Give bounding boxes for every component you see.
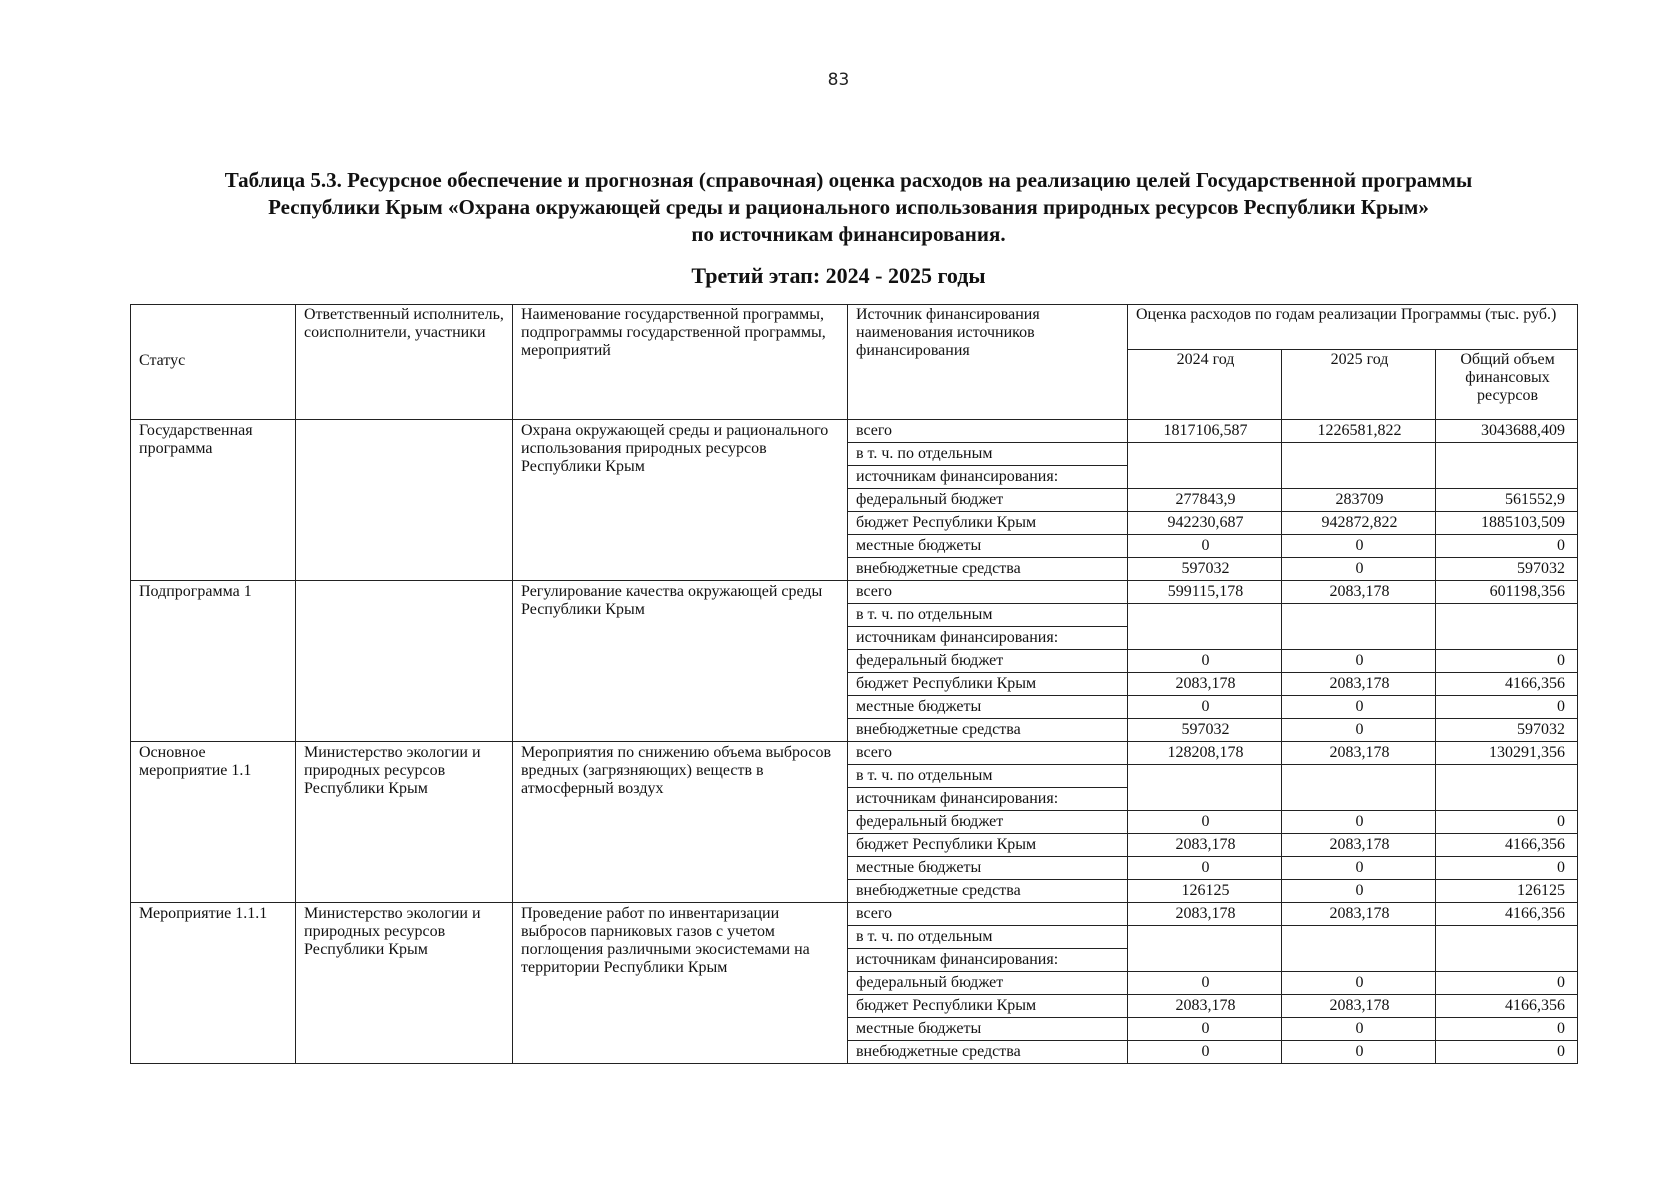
source-cell: местные бюджеты bbox=[848, 696, 1128, 719]
name-cell: Мероприятия по снижению объема выбросов вредных (загрязняющих) веществ в атмосферный воздух bbox=[513, 742, 848, 903]
value-2025-cell: 2083,178 bbox=[1282, 995, 1436, 1018]
value-2024-cell: 597032 bbox=[1128, 558, 1282, 581]
value-total-cell: 561552,9 bbox=[1436, 489, 1578, 512]
value-2025-cell: 0 bbox=[1282, 650, 1436, 673]
value-total-cell: 130291,356 bbox=[1436, 742, 1578, 765]
header-executor: Ответственный исполнитель, соисполнители, участники bbox=[296, 305, 513, 420]
table-row bbox=[131, 420, 1578, 443]
table-title-line: по источникам финансирования. bbox=[691, 222, 1006, 246]
table-row bbox=[131, 581, 1578, 604]
table-title bbox=[100, 167, 1597, 248]
value-2024-cell: 2083,178 bbox=[1128, 903, 1282, 926]
name-cell: Регулирование качества окружающей среды Республики Крым bbox=[513, 581, 848, 742]
source-cell: федеральный бюджет bbox=[848, 650, 1128, 673]
source-cell: бюджет Республики Крым bbox=[848, 995, 1128, 1018]
source-cell: местные бюджеты bbox=[848, 1018, 1128, 1041]
source-cell: всего bbox=[848, 581, 1128, 604]
source-cell: федеральный бюджет bbox=[848, 489, 1128, 512]
resource-table bbox=[130, 304, 1578, 1064]
value-2024-cell: 599115,178 bbox=[1128, 581, 1282, 604]
value-total-cell: 4166,356 bbox=[1436, 673, 1578, 696]
value-2024-cell: 2083,178 bbox=[1128, 834, 1282, 857]
value-total-cell: 126125 bbox=[1436, 880, 1578, 903]
table-body bbox=[131, 420, 1578, 1064]
value-2025-cell: 942872,822 bbox=[1282, 512, 1436, 535]
value-total-cell: 597032 bbox=[1436, 558, 1578, 581]
source-cell: в т. ч. по отдельным bbox=[848, 926, 1128, 949]
empty-value-cell bbox=[1282, 765, 1436, 811]
value-total-cell: 4166,356 bbox=[1436, 995, 1578, 1018]
value-2025-cell: 2083,178 bbox=[1282, 673, 1436, 696]
source-cell: федеральный бюджет bbox=[848, 811, 1128, 834]
source-cell: бюджет Республики Крым bbox=[848, 673, 1128, 696]
value-2024-cell: 0 bbox=[1128, 696, 1282, 719]
empty-value-cell bbox=[1282, 604, 1436, 650]
empty-value-cell bbox=[1128, 443, 1282, 489]
value-2024-cell: 2083,178 bbox=[1128, 995, 1282, 1018]
value-2025-cell: 0 bbox=[1282, 972, 1436, 995]
status-cell: Государственная программа bbox=[131, 420, 296, 581]
value-2025-cell: 0 bbox=[1282, 1018, 1436, 1041]
source-cell: источникам финансирования: bbox=[848, 788, 1128, 811]
source-cell: в т. ч. по отдельным bbox=[848, 443, 1128, 466]
value-2025-cell: 0 bbox=[1282, 857, 1436, 880]
header-source: Источник финансирования наименования источников финансирования bbox=[848, 305, 1128, 420]
value-2025-cell: 0 bbox=[1282, 1041, 1436, 1064]
value-2025-cell: 0 bbox=[1282, 811, 1436, 834]
value-2025-cell: 1226581,822 bbox=[1282, 420, 1436, 443]
source-cell: бюджет Республики Крым bbox=[848, 834, 1128, 857]
name-cell: Охрана окружающей среды и рационального использования природных ресурсов Республики Крым bbox=[513, 420, 848, 581]
value-2024-cell: 277843,9 bbox=[1128, 489, 1282, 512]
value-2025-cell: 2083,178 bbox=[1282, 834, 1436, 857]
header-year-2024: 2024 год bbox=[1128, 350, 1282, 420]
empty-value-cell bbox=[1436, 926, 1578, 972]
value-2024-cell: 1817106,587 bbox=[1128, 420, 1282, 443]
source-cell: источникам финансирования: bbox=[848, 949, 1128, 972]
value-2024-cell: 0 bbox=[1128, 857, 1282, 880]
value-2024-cell: 0 bbox=[1128, 1041, 1282, 1064]
value-total-cell: 1885103,509 bbox=[1436, 512, 1578, 535]
value-total-cell: 601198,356 bbox=[1436, 581, 1578, 604]
table-title-line: Республики Крым «Охрана окружающей среды и рационального использования природных ресурсов Республики Крым» bbox=[268, 195, 1429, 219]
value-2025-cell: 2083,178 bbox=[1282, 581, 1436, 604]
value-total-cell: 0 bbox=[1436, 857, 1578, 880]
value-total-cell: 0 bbox=[1436, 1041, 1578, 1064]
value-2024-cell: 126125 bbox=[1128, 880, 1282, 903]
value-2025-cell: 283709 bbox=[1282, 489, 1436, 512]
source-cell: всего bbox=[848, 903, 1128, 926]
value-total-cell: 4166,356 bbox=[1436, 834, 1578, 857]
empty-value-cell bbox=[1436, 604, 1578, 650]
source-cell: внебюджетные средства bbox=[848, 558, 1128, 581]
empty-value-cell bbox=[1128, 765, 1282, 811]
table-row bbox=[131, 742, 1578, 765]
header-total: Общий объем финансовых ресурсов bbox=[1436, 350, 1578, 420]
value-total-cell: 4166,356 bbox=[1436, 903, 1578, 926]
value-2024-cell: 942230,687 bbox=[1128, 512, 1282, 535]
source-cell: источникам финансирования: bbox=[848, 466, 1128, 489]
source-cell: бюджет Республики Крым bbox=[848, 512, 1128, 535]
value-2024-cell: 0 bbox=[1128, 972, 1282, 995]
empty-value-cell bbox=[1436, 443, 1578, 489]
value-2025-cell: 0 bbox=[1282, 880, 1436, 903]
value-2025-cell: 2083,178 bbox=[1282, 903, 1436, 926]
source-cell: всего bbox=[848, 742, 1128, 765]
value-2025-cell: 0 bbox=[1282, 719, 1436, 742]
header-year-2025: 2025 год bbox=[1282, 350, 1436, 420]
header-name: Наименование государственной программы, подпрограммы государственной программы, мероприятий bbox=[513, 305, 848, 420]
value-2024-cell: 2083,178 bbox=[1128, 673, 1282, 696]
value-total-cell: 3043688,409 bbox=[1436, 420, 1578, 443]
executor-cell: Министерство экологии и природных ресурсов Республики Крым bbox=[296, 903, 513, 1064]
status-cell: Основное мероприятие 1.1 bbox=[131, 742, 296, 903]
name-cell: Проведение работ по инвентаризации выбросов парниковых газов с учетом поглощения различными экосистемами на территории Республики Крым bbox=[513, 903, 848, 1064]
source-cell: внебюджетные средства bbox=[848, 719, 1128, 742]
table-title-line: Таблица 5.3. Ресурсное обеспечение и прогнозная (справочная) оценка расходов на реализацию целей Государственной программы bbox=[224, 168, 1473, 192]
empty-value-cell bbox=[1436, 765, 1578, 811]
value-2024-cell: 0 bbox=[1128, 650, 1282, 673]
stage-subtitle: Третий этап: 2024 - 2025 годы bbox=[691, 263, 986, 288]
table-row bbox=[131, 903, 1578, 926]
empty-value-cell bbox=[1282, 443, 1436, 489]
value-2024-cell: 597032 bbox=[1128, 719, 1282, 742]
header-estimate: Оценка расходов по годам реализации Программы (тыс. руб.) bbox=[1128, 305, 1578, 350]
empty-value-cell bbox=[1128, 926, 1282, 972]
source-cell: внебюджетные средства bbox=[848, 880, 1128, 903]
value-2024-cell: 0 bbox=[1128, 535, 1282, 558]
source-cell: в т. ч. по отдельным bbox=[848, 604, 1128, 627]
status-cell: Мероприятие 1.1.1 bbox=[131, 903, 296, 1064]
page-number: 83 bbox=[827, 70, 850, 90]
source-cell: в т. ч. по отдельным bbox=[848, 765, 1128, 788]
executor-cell bbox=[296, 581, 513, 742]
source-cell: местные бюджеты bbox=[848, 857, 1128, 880]
value-total-cell: 0 bbox=[1436, 650, 1578, 673]
value-2025-cell: 0 bbox=[1282, 558, 1436, 581]
value-2024-cell: 128208,178 bbox=[1128, 742, 1282, 765]
executor-cell bbox=[296, 420, 513, 581]
value-2024-cell: 0 bbox=[1128, 811, 1282, 834]
value-total-cell: 0 bbox=[1436, 696, 1578, 719]
value-total-cell: 597032 bbox=[1436, 719, 1578, 742]
status-cell: Подпрограмма 1 bbox=[131, 581, 296, 742]
value-2025-cell: 2083,178 bbox=[1282, 742, 1436, 765]
source-cell: внебюджетные средства bbox=[848, 1041, 1128, 1064]
value-total-cell: 0 bbox=[1436, 1018, 1578, 1041]
value-2024-cell: 0 bbox=[1128, 1018, 1282, 1041]
value-total-cell: 0 bbox=[1436, 972, 1578, 995]
executor-cell: Министерство экологии и природных ресурсов Республики Крым bbox=[296, 742, 513, 903]
value-2025-cell: 0 bbox=[1282, 535, 1436, 558]
source-cell: местные бюджеты bbox=[848, 535, 1128, 558]
header-status: Статус bbox=[131, 305, 296, 420]
source-cell: источникам финансирования: bbox=[848, 627, 1128, 650]
value-total-cell: 0 bbox=[1436, 811, 1578, 834]
value-total-cell: 0 bbox=[1436, 535, 1578, 558]
empty-value-cell bbox=[1282, 926, 1436, 972]
value-2025-cell: 0 bbox=[1282, 696, 1436, 719]
source-cell: федеральный бюджет bbox=[848, 972, 1128, 995]
source-cell: всего bbox=[848, 420, 1128, 443]
empty-value-cell bbox=[1128, 604, 1282, 650]
